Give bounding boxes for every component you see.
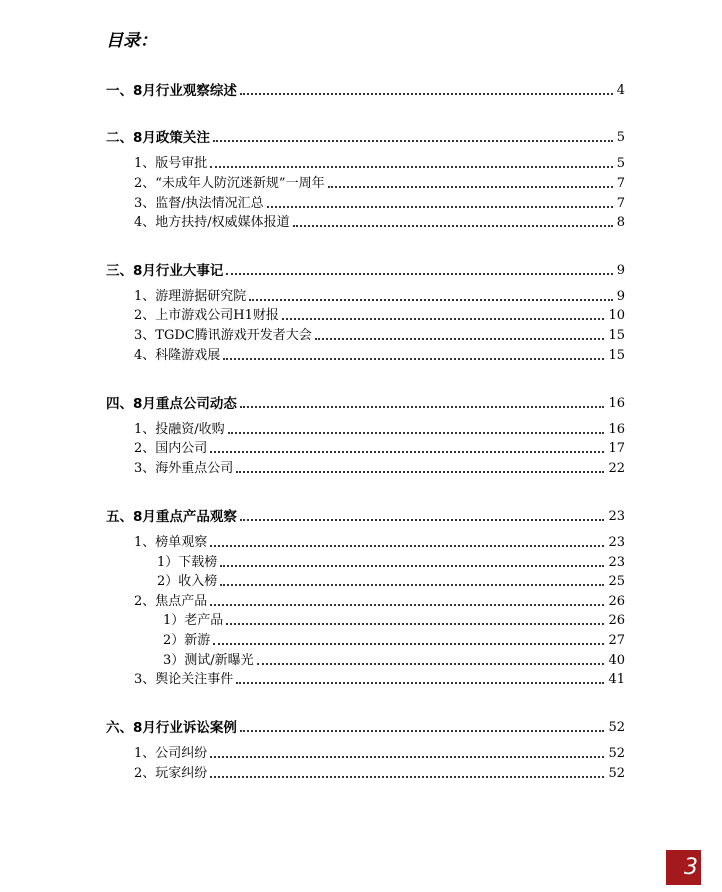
dot-leader xyxy=(236,471,604,473)
toc-entry[interactable] xyxy=(134,212,625,232)
toc-entry-label: 1）老产品 xyxy=(163,613,224,628)
toc-entry-label: 2、焦点产品 xyxy=(134,594,208,609)
toc-entry-label: 二、8月政策关注 xyxy=(106,130,210,146)
dot-leader xyxy=(220,565,604,567)
toc-entry-page: 27 xyxy=(608,633,625,648)
toc-entry[interactable] xyxy=(134,305,625,325)
toc-entry-page: 5 xyxy=(616,130,625,145)
toc-entry-page: 17 xyxy=(608,441,625,456)
toc-entry-label: 4、地方扶持/权威媒体报道 xyxy=(134,215,290,230)
toc-entry-label: 3、TGDC腾讯游戏开发者大会 xyxy=(134,328,312,343)
toc-entry-page: 15 xyxy=(608,328,625,343)
toc-entry[interactable] xyxy=(134,173,625,193)
toc-entry[interactable] xyxy=(134,325,625,345)
toc-entry[interactable] xyxy=(134,438,625,458)
toc-entry-section-3[interactable] xyxy=(106,260,625,280)
toc-entry-label: 1、版号审批 xyxy=(134,156,208,171)
toc-entry[interactable] xyxy=(134,193,625,213)
toc-entry-label: 2、上市游戏公司H1财报 xyxy=(134,308,279,323)
toc-entry-label: 六、8月行业诉讼案例 xyxy=(106,720,237,736)
dot-leader xyxy=(236,682,604,684)
toc-entry[interactable] xyxy=(134,669,625,689)
dot-leader xyxy=(228,432,605,434)
toc-entry[interactable] xyxy=(134,153,625,173)
toc-entry-section-1[interactable] xyxy=(106,80,625,100)
toc-entry[interactable] xyxy=(163,630,625,650)
dot-leader xyxy=(293,225,613,227)
toc-entry-page: 26 xyxy=(608,613,625,628)
toc-entry-page: 23 xyxy=(608,535,625,550)
dot-leader xyxy=(257,663,605,665)
toc-entry-label: 2）收入榜 xyxy=(157,574,218,589)
toc-entry-label: 1）下载榜 xyxy=(157,555,218,570)
toc-entry-page: 26 xyxy=(608,594,625,609)
dot-leader xyxy=(210,756,604,758)
toc-entry-label: 4、科隆游戏展 xyxy=(134,348,221,363)
dot-leader xyxy=(223,358,604,360)
toc-entry-page: 10 xyxy=(608,308,625,323)
toc-heading: 目录： xyxy=(106,31,157,51)
toc-entry-page: 52 xyxy=(608,766,625,781)
dot-leader xyxy=(210,545,604,547)
dot-leader xyxy=(267,206,613,208)
toc-entry-label: 1、游理游据研究院 xyxy=(134,289,247,304)
toc-entry-label: 2）新游 xyxy=(163,633,211,648)
dot-leader xyxy=(240,93,613,95)
toc-entry-page: 23 xyxy=(608,509,625,524)
dot-leader xyxy=(213,643,604,645)
toc-entry-page: 16 xyxy=(608,422,625,437)
toc-entry[interactable] xyxy=(134,763,625,783)
toc-entry[interactable] xyxy=(134,532,625,552)
toc-entry-page: 22 xyxy=(608,461,625,476)
toc-entry-label: 1、公司纠纷 xyxy=(134,746,208,761)
toc-entry-page: 7 xyxy=(616,196,625,211)
dot-leader xyxy=(249,299,612,301)
toc-entry[interactable] xyxy=(134,743,625,763)
toc-entry[interactable] xyxy=(134,345,625,365)
toc-entry-page: 9 xyxy=(616,289,625,304)
toc-entry-page: 52 xyxy=(608,720,625,735)
toc-entry[interactable] xyxy=(134,458,625,478)
toc-entry[interactable] xyxy=(134,286,625,306)
toc-entry-label: 四、8月重点公司动态 xyxy=(106,396,237,412)
dot-leader xyxy=(282,318,605,320)
toc-entry-label: 2、玩家纠纷 xyxy=(134,766,208,781)
toc-entry-section-6[interactable] xyxy=(106,717,625,737)
toc-entry-label: 一、8月行业观察综述 xyxy=(106,83,237,99)
dot-leader xyxy=(210,451,604,453)
toc-entry-section-2[interactable] xyxy=(106,127,625,147)
toc-entry[interactable] xyxy=(163,610,625,630)
toc-entry-page: 15 xyxy=(608,348,625,363)
toc-entry-page: 7 xyxy=(616,176,625,191)
dot-leader xyxy=(226,623,604,625)
toc-entry-page: 8 xyxy=(616,215,625,230)
toc-entry[interactable] xyxy=(157,552,625,572)
dot-leader xyxy=(220,584,604,586)
toc-entry-section-4[interactable] xyxy=(106,393,625,413)
toc-entry[interactable] xyxy=(163,650,625,670)
toc-entry-page: 9 xyxy=(616,263,625,278)
toc-entry-label: 1、榜单观察 xyxy=(134,535,208,550)
toc-entry-label: 3）测试/新曝光 xyxy=(163,653,254,668)
toc-entry-page: 25 xyxy=(608,574,625,589)
toc-entry-label: 五、8月重点产品观察 xyxy=(106,509,237,525)
toc-entry-label: 3、海外重点公司 xyxy=(134,461,234,476)
toc-entry[interactable] xyxy=(134,419,625,439)
dot-leader xyxy=(240,519,605,521)
toc-entry-label: 2、“未成年人防沉迷新规”一周年 xyxy=(134,176,325,191)
toc-entry-page: 4 xyxy=(616,83,625,98)
toc-entry-label: 2、国内公司 xyxy=(134,441,208,456)
toc-entry-section-5[interactable] xyxy=(106,506,625,526)
toc-entry[interactable] xyxy=(134,591,625,611)
dot-leader xyxy=(315,338,605,340)
toc-entry[interactable] xyxy=(157,571,625,591)
dot-leader xyxy=(210,604,604,606)
dot-leader xyxy=(240,406,605,408)
dot-leader xyxy=(240,730,605,732)
toc-entry-page: 23 xyxy=(608,555,625,570)
dot-leader xyxy=(328,186,613,188)
toc-entry-page: 16 xyxy=(608,396,625,411)
dot-leader xyxy=(226,273,612,275)
toc-entry-page: 40 xyxy=(608,653,625,668)
toc-entry-label: 1、投融资/收购 xyxy=(134,422,225,437)
toc-entry-label: 三、8月行业大事记 xyxy=(106,263,224,279)
toc-entry-page: 41 xyxy=(608,672,625,687)
toc-entry-label: 3、监督/执法情况汇总 xyxy=(134,196,264,211)
dot-leader xyxy=(213,140,613,142)
toc-entry-label: 3、舆论关注事件 xyxy=(134,672,234,687)
dot-leader xyxy=(210,166,612,168)
toc-entry-page: 5 xyxy=(616,156,625,171)
page-number-badge: 3 xyxy=(666,850,701,885)
dot-leader xyxy=(210,776,604,778)
toc-entry-page: 52 xyxy=(608,746,625,761)
